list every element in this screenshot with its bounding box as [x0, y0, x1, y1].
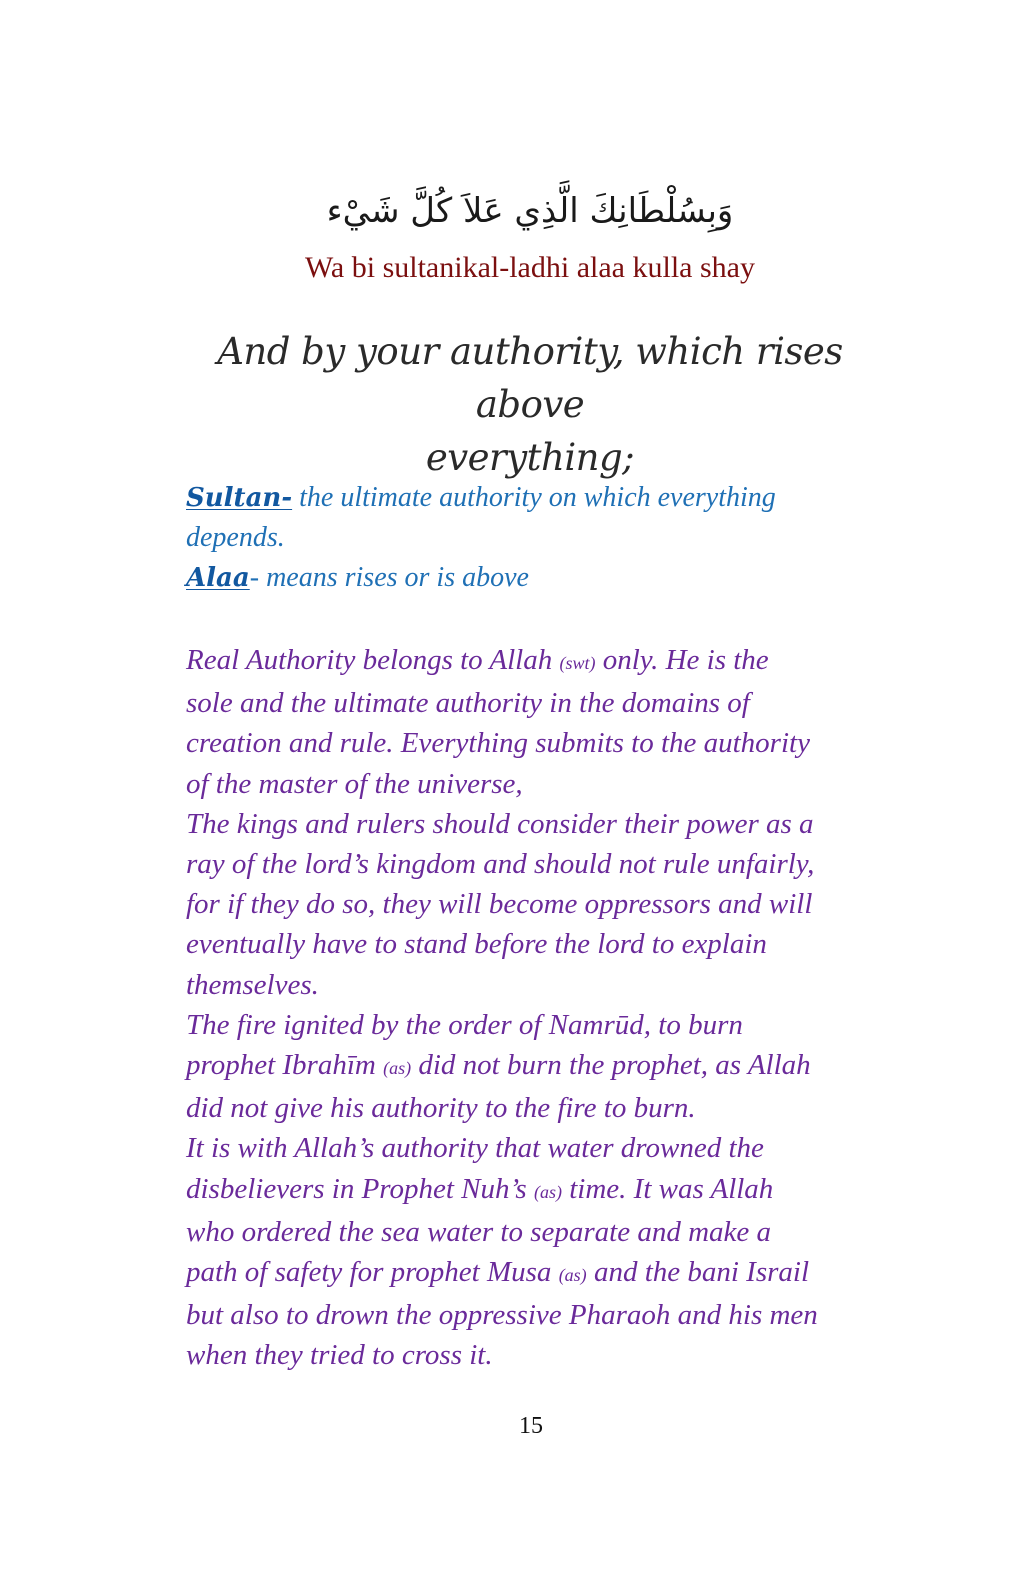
glossary-term-sultan: Sultan-	[186, 483, 293, 513]
honorific-as: (as)	[558, 1265, 587, 1286]
paragraph-authority	[186, 640, 886, 804]
arabic-verse: وَبِسُلْطَانِكَ الَّذِي عَلاَ كُلَّ شَيْء	[326, 191, 734, 231]
paragraph-kings	[186, 804, 886, 1005]
text-line: when they tried to cross it.	[186, 1339, 493, 1372]
glossary-definition-sultan-cont: depends.	[186, 522, 285, 553]
text-line: sole and the ultimate authority in the domains of	[186, 687, 750, 720]
text-line: did not give his authority to the fire to burn.	[186, 1092, 696, 1125]
text-line: only. He is the	[595, 644, 769, 676]
text-line: did not burn the prophet, as Allah	[411, 1049, 811, 1082]
text-line: It is with Allah’s authority that water drowned the	[186, 1132, 764, 1165]
text-line: Real Authority belongs to Allah	[186, 644, 560, 676]
glossary	[186, 478, 886, 598]
honorific-as: (as)	[533, 1181, 562, 1202]
paragraph-fire	[186, 1005, 886, 1129]
honorific-as: (as)	[383, 1058, 412, 1079]
text-line: prophet Ibrahīm	[186, 1049, 384, 1082]
text-line: eventually have to stand before the lord to explain	[186, 928, 767, 961]
text-line: time. It was Allah	[561, 1172, 774, 1205]
transliteration: Wa bi sultanikal-ladhi alaa kulla shay	[305, 251, 755, 284]
text-line: who ordered the sea water to separate and make a	[186, 1215, 772, 1248]
english-translation	[170, 325, 890, 484]
text-line: The fire ignited by the order of Namrūd, to burn	[186, 1008, 743, 1041]
glossary-entry-sultan	[186, 478, 886, 558]
paragraph-water	[186, 1128, 886, 1375]
text-line: ray of the lord’s kingdom and should not rule unfairly,	[186, 848, 815, 881]
glossary-entry-alaa	[186, 558, 886, 598]
translation-line-2: everything;	[425, 436, 635, 479]
honorific-swt: (swt)	[559, 653, 596, 673]
text-line: of the master of the universe,	[186, 767, 523, 800]
text-line: disbelievers in Prophet Nuh’s	[186, 1172, 534, 1205]
commentary	[186, 640, 886, 1376]
text-line: but also to drown the oppressive Pharaoh and his men	[186, 1299, 818, 1332]
text-line: themselves.	[186, 968, 319, 1001]
page-number: 15	[519, 1413, 543, 1439]
glossary-term-alaa: Alaa	[186, 563, 250, 593]
text-line: for if they do so, they will become oppressors and will	[186, 888, 813, 921]
translation-line-1: And by your authority, which rises above	[217, 330, 843, 426]
text-line: creation and rule. Everything submits to the authority	[186, 727, 810, 760]
text-line: The kings and rulers should consider their power as a	[186, 807, 814, 840]
glossary-definition-sultan: the ultimate authority on which everything	[292, 482, 776, 513]
glossary-definition-alaa: - means rises or is above	[249, 562, 529, 593]
text-line: path of safety for prophet Musa	[186, 1256, 559, 1289]
text-line: and the bani Israil	[586, 1256, 810, 1289]
